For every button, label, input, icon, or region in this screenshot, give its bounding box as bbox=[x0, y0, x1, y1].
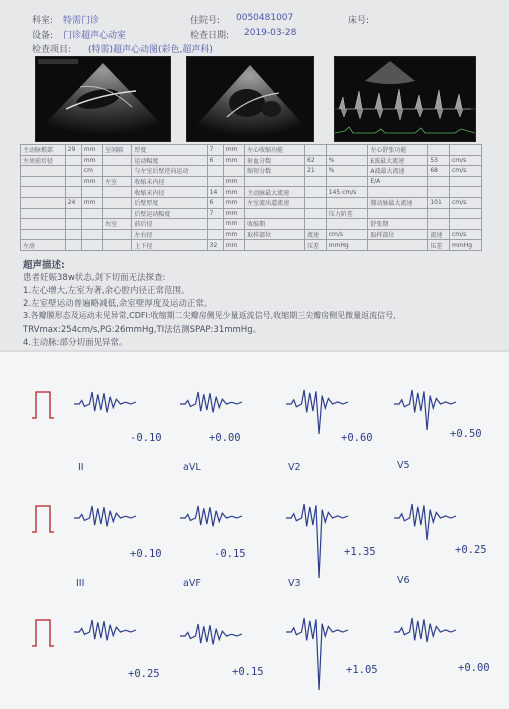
lead-name: V6 bbox=[397, 575, 410, 586]
measurement-cell: 29 bbox=[65, 145, 81, 156]
ecg-trace bbox=[180, 506, 242, 526]
ecg-svg bbox=[0, 352, 509, 709]
measurement-cell: mm bbox=[223, 176, 244, 187]
measurement-cell bbox=[81, 240, 102, 251]
measurement-cell: 101 bbox=[428, 197, 450, 208]
measurement-cell: 主动脉根部 bbox=[21, 145, 66, 156]
st-value: +0.00 bbox=[458, 662, 490, 674]
measurement-cell bbox=[305, 176, 327, 187]
measurement-cell bbox=[21, 187, 66, 198]
measurement-row bbox=[21, 208, 482, 219]
measurement-cell bbox=[207, 229, 223, 240]
measurement-row bbox=[21, 219, 482, 230]
description-line-4: 3.各瓣膜形态及运动未见异常,CDFI:收缩期二尖瓣房侧见少量返流信号,收缩期三尖瓣房侧见微量返流信号, bbox=[23, 311, 396, 320]
st-value: +1.05 bbox=[346, 664, 378, 676]
measurement-cell bbox=[305, 145, 327, 156]
measurement-cell bbox=[21, 229, 66, 240]
inpatient-no-value: 0050481007 bbox=[236, 13, 294, 23]
measurement-cell: 14 bbox=[207, 187, 223, 198]
measurement-cell bbox=[450, 208, 482, 219]
measurement-cell: 收缩末内径 bbox=[132, 176, 207, 187]
measurement-cell bbox=[103, 166, 132, 177]
measurement-cell bbox=[305, 187, 327, 198]
measurement-cell: 射血分数 bbox=[245, 155, 305, 166]
measurement-cell: 左房前后径 bbox=[21, 155, 66, 166]
measurement-cell bbox=[450, 187, 482, 198]
measurement-cell: mm bbox=[223, 219, 244, 230]
measurement-cell bbox=[450, 219, 482, 230]
measurement-cell bbox=[305, 208, 327, 219]
measurement-cell bbox=[207, 219, 223, 230]
measurement-cell bbox=[65, 219, 81, 230]
st-value: +0.00 bbox=[209, 432, 241, 444]
doppler-image bbox=[334, 56, 476, 142]
measurement-cell: 53 bbox=[428, 155, 450, 166]
lead-name: aVL bbox=[183, 462, 201, 473]
ecg-photo bbox=[0, 352, 509, 709]
measurement-cell bbox=[428, 219, 450, 230]
lead-name: V3 bbox=[288, 578, 301, 589]
description-line-1: 患者妊娠38w状态,剑下切面无法探查: bbox=[23, 273, 166, 283]
measurement-cell: 右室 bbox=[103, 219, 132, 230]
measurement-cell bbox=[21, 219, 66, 230]
ecg-trace bbox=[74, 392, 136, 412]
measurement-cell bbox=[103, 155, 132, 166]
ultrasound-image-2 bbox=[186, 56, 314, 142]
ecg-trace bbox=[74, 620, 136, 640]
measurement-row bbox=[21, 166, 482, 177]
measurement-cell: 21 bbox=[305, 166, 327, 177]
measurement-cell: cm/s bbox=[450, 229, 482, 240]
measurement-cell bbox=[103, 240, 132, 251]
measurement-cell: mm bbox=[81, 197, 102, 208]
measurement-cell bbox=[450, 176, 482, 187]
measurement-cell bbox=[81, 229, 102, 240]
measurement-cell: 流速 bbox=[305, 229, 327, 240]
measurement-cell: cm/s bbox=[450, 155, 482, 166]
measurement-cell bbox=[245, 176, 305, 187]
ecg-trace bbox=[394, 618, 456, 642]
st-value: +1.35 bbox=[344, 546, 376, 558]
description-line-5: TRVmax:254cm/s,PG:26mmHg,TI法估测SPAP:31mmHg。 bbox=[23, 325, 262, 335]
measurement-cell: mmHg bbox=[326, 240, 368, 251]
measurement-cell: 左室 bbox=[103, 176, 132, 187]
calibration-pulse bbox=[32, 392, 54, 418]
measurement-cell: mm bbox=[223, 145, 244, 156]
measurement-cell bbox=[368, 240, 428, 251]
measurement-cell bbox=[245, 208, 305, 219]
measurement-cell: 后壁运动幅度 bbox=[132, 208, 207, 219]
lead-name: II bbox=[78, 462, 84, 473]
measurement-cell: E波最大流速 bbox=[368, 155, 428, 166]
ecg-trace bbox=[180, 392, 242, 412]
bed-no-label: 床号: bbox=[348, 16, 370, 26]
measurement-cell: mm bbox=[223, 229, 244, 240]
device-label: 设备: bbox=[32, 31, 54, 41]
measurement-cell: cm bbox=[81, 166, 102, 177]
measurement-cell: 左房 bbox=[21, 240, 66, 251]
measurement-cell bbox=[305, 219, 327, 230]
measurement-table bbox=[20, 144, 482, 251]
measurement-cell: 舒张期 bbox=[368, 219, 428, 230]
ecg-trace bbox=[394, 504, 456, 540]
device-value: 门诊超声心动室 bbox=[63, 31, 127, 41]
measurement-cell: mm bbox=[223, 240, 244, 251]
exam-item-value: (特需)超声心动图(彩色,超声科) bbox=[88, 45, 213, 55]
measurement-cell bbox=[65, 155, 81, 166]
measurement-cell: 压力阶差 bbox=[326, 208, 368, 219]
measurement-cell: mm bbox=[81, 176, 102, 187]
lead-name: V5 bbox=[397, 460, 410, 471]
measurement-row bbox=[21, 240, 482, 251]
measurement-cell bbox=[223, 166, 244, 177]
measurement-cell: 7 bbox=[207, 145, 223, 156]
echo-report-photo bbox=[0, 0, 509, 350]
measurement-row bbox=[21, 176, 482, 187]
measurement-cell: 肺动脉最大流速 bbox=[368, 197, 428, 208]
measurement-cell bbox=[65, 166, 81, 177]
measurement-cell: 后壁厚度 bbox=[132, 197, 207, 208]
measurement-cell bbox=[207, 176, 223, 187]
ultrasound-image-1 bbox=[35, 56, 171, 142]
measurement-cell: 收缩期 bbox=[245, 219, 305, 230]
measurement-cell: E/A bbox=[368, 176, 428, 187]
ecg-trace bbox=[286, 390, 348, 434]
measurement-cell: A波最大流速 bbox=[368, 166, 428, 177]
measurement-cell: 压差 bbox=[428, 240, 450, 251]
measurement-cell: 主动脉最大流速 bbox=[245, 187, 305, 198]
measurement-cell bbox=[21, 176, 66, 187]
measurement-cell bbox=[103, 229, 132, 240]
measurement-cell: 62 bbox=[305, 155, 327, 166]
measurement-cell bbox=[305, 197, 327, 208]
measurement-cell bbox=[21, 208, 66, 219]
measurement-cell: 运动幅度 bbox=[132, 155, 207, 166]
ecg-trace bbox=[286, 618, 348, 690]
measurement-cell bbox=[245, 240, 305, 251]
measurement-cell: 取样部位 bbox=[368, 229, 428, 240]
dept-value: 特需门诊 bbox=[63, 16, 100, 26]
measurement-cell bbox=[207, 166, 223, 177]
measurement-cell bbox=[81, 219, 102, 230]
measurement-cell: mm bbox=[223, 155, 244, 166]
st-value: -0.15 bbox=[214, 548, 246, 560]
measurement-cell: cm/s bbox=[326, 229, 368, 240]
measurement-cell bbox=[368, 208, 428, 219]
measurement-row bbox=[21, 197, 482, 208]
measurement-row bbox=[21, 187, 482, 198]
description-title: 超声描述: bbox=[23, 260, 65, 271]
measurement-cell: 取样部位 bbox=[245, 229, 305, 240]
measurement-cell: mm bbox=[223, 187, 244, 198]
measurement-cell: 与左室后壁逆向运动 bbox=[132, 166, 207, 177]
measurement-cell bbox=[65, 176, 81, 187]
measurement-cell bbox=[81, 187, 102, 198]
measurement-cell: mm bbox=[81, 155, 102, 166]
exam-item-label: 检查项目: bbox=[32, 45, 72, 55]
st-value: +0.25 bbox=[128, 668, 160, 680]
measurement-cell: 32 bbox=[207, 240, 223, 251]
measurement-cell: 145 cm/s bbox=[326, 187, 368, 198]
st-value: +0.15 bbox=[232, 666, 264, 678]
description-line-3: 2.左室壁运动普遍略减低,余室壁厚度及运动正常。 bbox=[23, 299, 213, 309]
measurement-cell bbox=[103, 187, 132, 198]
measurement-cell: 6 bbox=[207, 155, 223, 166]
measurement-cell: 左右径 bbox=[132, 229, 207, 240]
measurement-cell bbox=[21, 166, 66, 177]
ecg-trace bbox=[74, 506, 136, 526]
measurement-cell bbox=[65, 229, 81, 240]
measurement-cell bbox=[428, 176, 450, 187]
measurement-cell bbox=[428, 208, 450, 219]
measurement-cell bbox=[368, 187, 428, 198]
measurement-cell: 流速 bbox=[428, 229, 450, 240]
measurement-cell bbox=[65, 240, 81, 251]
measurement-cell bbox=[65, 208, 81, 219]
measurement-cell bbox=[81, 208, 102, 219]
st-value: -0.10 bbox=[130, 432, 162, 444]
measurement-cell bbox=[326, 197, 368, 208]
measurement-cell bbox=[21, 197, 66, 208]
measurement-cell: % bbox=[326, 155, 368, 166]
dept-label: 科室: bbox=[32, 16, 54, 26]
measurement-cell: 左心收缩功能 bbox=[245, 145, 305, 156]
measurement-cell: 上下径 bbox=[132, 240, 207, 251]
inpatient-no-label: 住院号: bbox=[190, 16, 221, 26]
measurement-cell: mm bbox=[223, 197, 244, 208]
measurement-cell bbox=[326, 145, 368, 156]
measurement-row bbox=[21, 155, 482, 166]
measurement-cell: % bbox=[326, 166, 368, 177]
st-value: +0.25 bbox=[455, 544, 487, 556]
measurement-cell bbox=[103, 197, 132, 208]
lead-name: aVF bbox=[183, 578, 201, 589]
measurement-cell: 24 bbox=[65, 197, 81, 208]
measurement-cell bbox=[428, 145, 450, 156]
measurement-cell bbox=[326, 176, 368, 187]
ecg-trace bbox=[394, 390, 456, 430]
measurement-cell bbox=[65, 187, 81, 198]
measurement-cell: 左心舒张功能 bbox=[368, 145, 428, 156]
calibration-pulse bbox=[32, 506, 54, 532]
exam-date-value: 2019-03-28 bbox=[244, 28, 297, 38]
measurement-cell bbox=[450, 145, 482, 156]
st-value: +0.10 bbox=[130, 548, 162, 560]
measurement-cell: 前后径 bbox=[132, 219, 207, 230]
measurement-cell: cm/s bbox=[450, 197, 482, 208]
st-value: +0.50 bbox=[450, 428, 482, 440]
measurement-cell bbox=[326, 219, 368, 230]
measurement-cell: mmHg bbox=[450, 240, 482, 251]
measurement-cell: 厚度 bbox=[132, 145, 207, 156]
measurement-cell: 6 bbox=[207, 197, 223, 208]
ecg-trace bbox=[180, 624, 242, 644]
lead-name: V2 bbox=[288, 462, 301, 473]
measurement-row bbox=[21, 145, 482, 156]
measurement-cell: cm/s bbox=[450, 166, 482, 177]
measurement-cell: 左室流出道流速 bbox=[245, 197, 305, 208]
measurement-cell: 缩短分数 bbox=[245, 166, 305, 177]
measurement-cell: 室间隔 bbox=[103, 145, 132, 156]
measurement-cell: 压差 bbox=[305, 240, 327, 251]
measurement-cell: mm bbox=[223, 208, 244, 219]
measurement-cell: 收缩末内径 bbox=[132, 187, 207, 198]
measurement-cell: 68 bbox=[428, 166, 450, 177]
calibration-pulse bbox=[32, 620, 54, 646]
exam-date-label: 检查日期: bbox=[190, 31, 230, 41]
measurement-cell bbox=[428, 187, 450, 198]
lead-name: III bbox=[76, 578, 85, 589]
measurement-cell bbox=[103, 208, 132, 219]
ecg-trace bbox=[286, 504, 348, 578]
st-value: +0.60 bbox=[341, 432, 373, 444]
measurement-row bbox=[21, 229, 482, 240]
measurement-cell: mm bbox=[81, 145, 102, 156]
measurement-cell: 7 bbox=[207, 208, 223, 219]
description-line-2: 1.左心增大,左室为著,余心腔内径正常范围。 bbox=[23, 286, 190, 296]
description-line-6: 4.主动脉:部分切面见异常。 bbox=[23, 338, 128, 348]
